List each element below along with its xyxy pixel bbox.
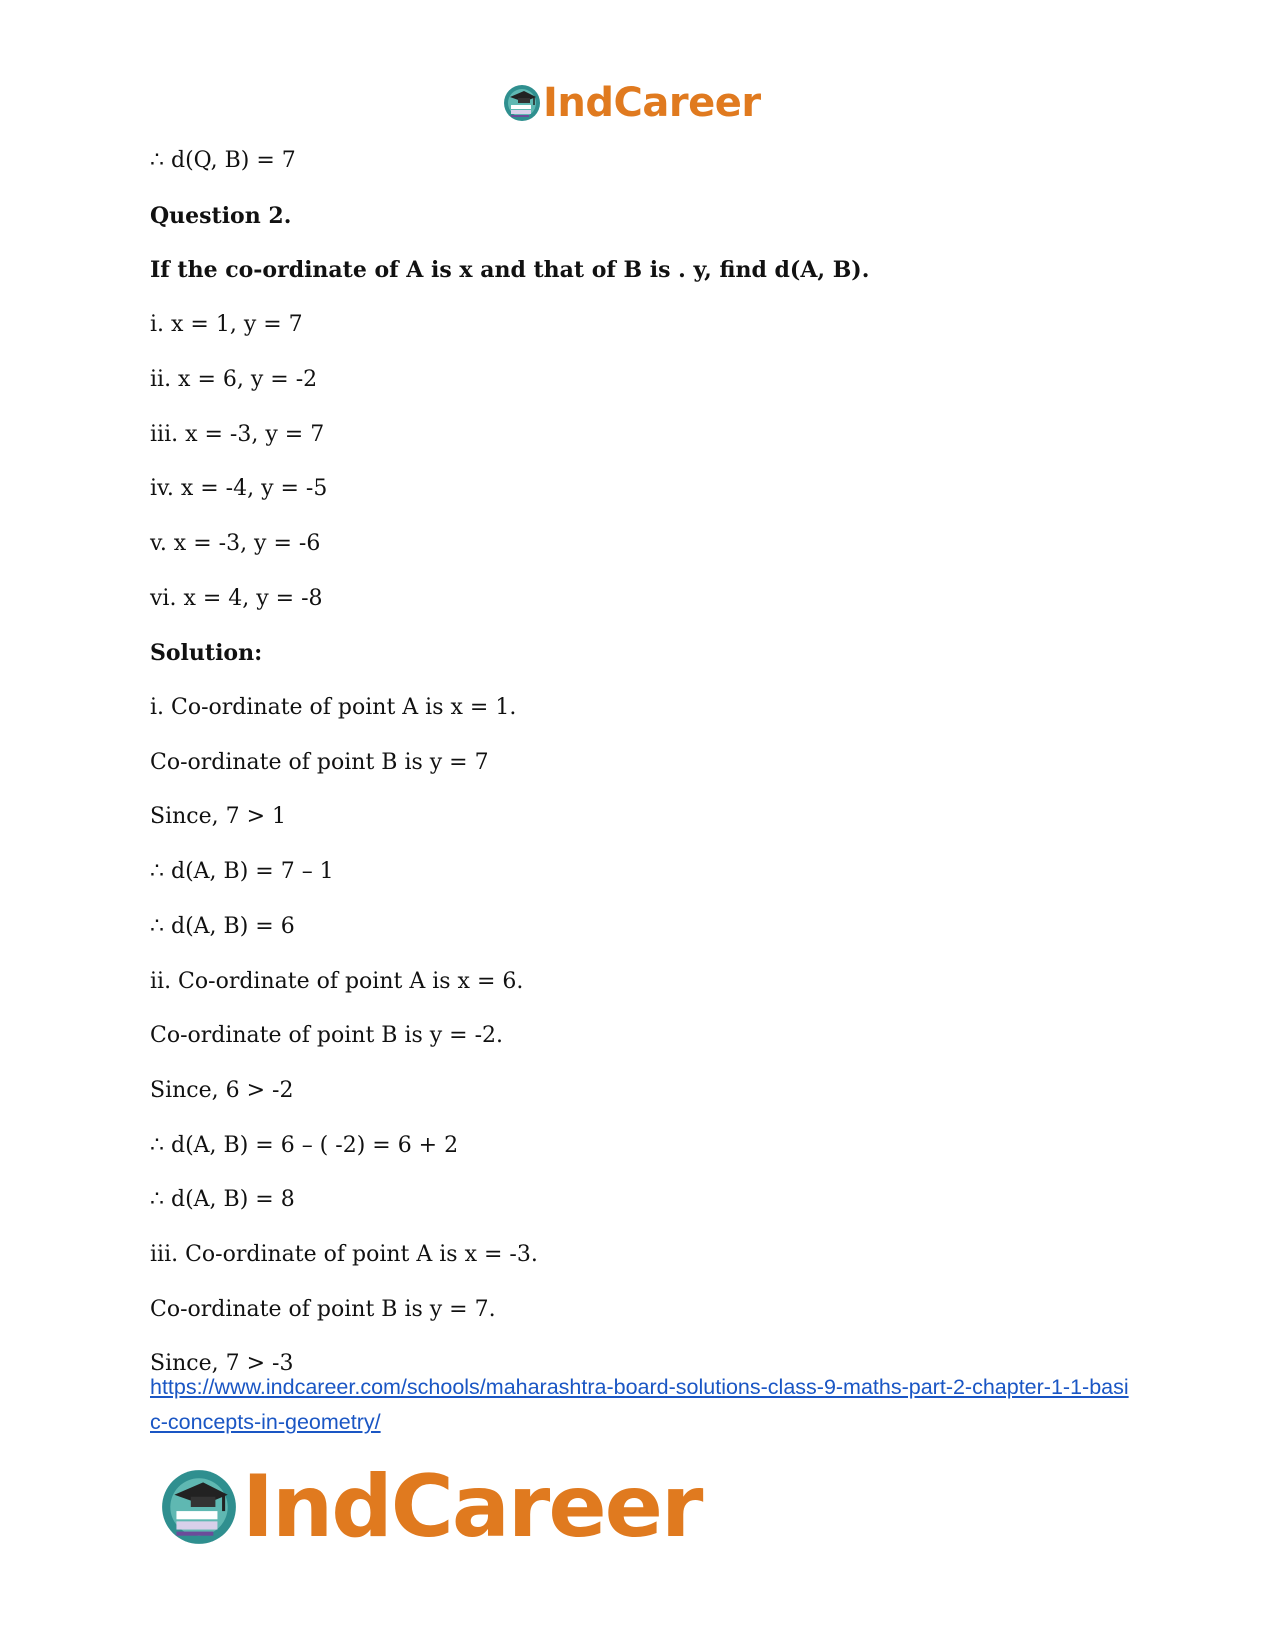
- text-line: Co-ordinate of point B is y = 7: [150, 749, 489, 775]
- text-line: i. x = 1, y = 7: [150, 312, 303, 338]
- graduation-cap-logo-icon: [502, 83, 542, 123]
- text-line: Since, 7 > -3: [150, 1351, 294, 1377]
- text-line: vi. x = 4, y = -8: [150, 585, 323, 611]
- text-line: ∴ d(A, B) = 7 – 1: [150, 859, 334, 885]
- source-link[interactable]: https://www.indcareer.com/schools/maharashtra-board-solutions-class-9-maths-part-2-chapter-1-1-basic-concepts-in-geometry/: [150, 1375, 1129, 1434]
- text-line: iii. Co-ordinate of point A is x = -3.: [150, 1242, 538, 1267]
- text-line: Co-ordinate of point B is y = 7.: [150, 1296, 496, 1322]
- header-logo-text: IndCareer: [543, 80, 761, 126]
- text-line: ∴ d(Q, B) = 7: [150, 148, 296, 173]
- text-line: Solution:: [150, 640, 263, 667]
- text-line: ii. x = 6, y = -2: [150, 366, 318, 392]
- header-logo: [502, 80, 761, 126]
- text-line: iii. x = -3, y = 7: [150, 421, 325, 447]
- text-line: iv. x = -4, y = -5: [150, 476, 328, 502]
- text-line: If the co-ordinate of A is x and that of B is . y, find d(A, B).: [150, 257, 870, 284]
- footer-logo: [158, 1457, 702, 1557]
- text-line: i. Co-ordinate of point A is x = 1.: [150, 695, 517, 720]
- text-line: Co-ordinate of point B is y = -2.: [150, 1023, 504, 1049]
- text-line: Question 2.: [150, 202, 292, 229]
- footer-logo-text: IndCareer: [242, 1457, 702, 1557]
- text-line: Since, 7 > 1: [150, 804, 287, 830]
- graduation-cap-logo-icon: [158, 1466, 240, 1548]
- text-line: ∴ d(A, B) = 6: [150, 913, 295, 939]
- text-line: ii. Co-ordinate of point A is x = 6.: [150, 968, 524, 994]
- text-line: Since, 6 > -2: [150, 1077, 294, 1103]
- text-line: ∴ d(A, B) = 8: [150, 1187, 295, 1213]
- text-line: ∴ d(A, B) = 6 – ( -2) = 6 + 2: [150, 1132, 459, 1158]
- text-line: v. x = -3, y = -6: [150, 530, 321, 556]
